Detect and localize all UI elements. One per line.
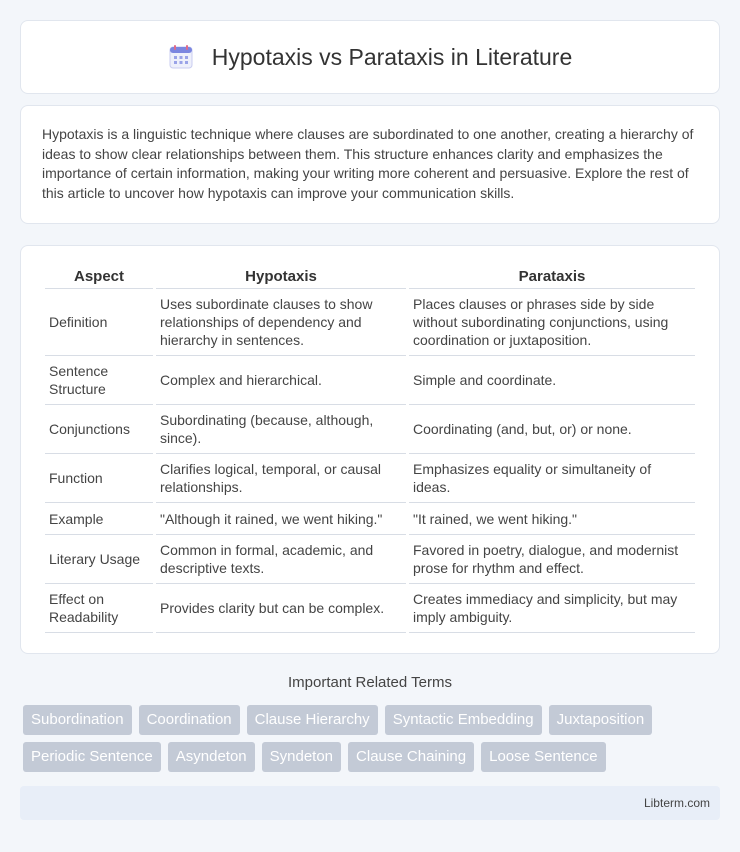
cell-aspect: Sentence Structure	[45, 356, 153, 405]
cell-aspect: Function	[45, 454, 153, 503]
cell-hypotaxis: Subordinating (because, although, since).	[156, 405, 406, 454]
related-terms-title: Important Related Terms	[288, 674, 452, 691]
tag-asyndeton[interactable]: Asyndeton	[168, 742, 255, 772]
tag-syntactic-embedding[interactable]: Syntactic Embedding	[385, 705, 542, 735]
related-terms-section	[20, 674, 720, 772]
table-row	[45, 405, 695, 454]
header-aspect: Aspect	[45, 264, 153, 289]
cell-parataxis: Creates immediacy and simplicity, but may imply ambiguity.	[409, 584, 695, 633]
tag-clause-chaining[interactable]: Clause Chaining	[348, 742, 474, 772]
table-row	[45, 356, 695, 405]
cell-parataxis: "It rained, we went hiking."	[409, 503, 695, 535]
header-hypotaxis: Hypotaxis	[156, 264, 406, 289]
table-row	[45, 584, 695, 633]
page-title: Hypotaxis vs Parataxis in Literature	[211, 43, 573, 70]
tag-subordination[interactable]: Subordination	[23, 705, 132, 735]
tag-coordination[interactable]: Coordination	[139, 705, 240, 735]
cell-hypotaxis: Uses subordinate clauses to show relationships of dependency and hierarchy in sentences.	[156, 289, 406, 356]
comparison-table	[42, 264, 698, 633]
cell-parataxis: Coordinating (and, but, or) or none.	[409, 405, 695, 454]
intro-card	[20, 105, 720, 224]
cell-parataxis: Places clauses or phrases side by side without subordinating conjunctions, using coordination or juxtaposition.	[409, 289, 695, 356]
table-row	[45, 503, 695, 535]
cell-hypotaxis: Common in formal, academic, and descriptive texts.	[156, 535, 406, 584]
table-header-row	[45, 264, 695, 289]
tag-clause-hierarchy[interactable]: Clause Hierarchy	[247, 705, 378, 735]
intro-text: Hypotaxis is a linguistic technique where clauses are subordinated to one another, creating a hierarchy of ideas to show clear relationships between them. This structure enhances clarity and emphasizes the importance of certain information, making your writing more coherent and persuasive. Explore the rest of this article to uncover how hypotaxis can improve your communication skills.	[42, 126, 694, 201]
footer	[20, 786, 720, 820]
cell-aspect: Effect on Readability	[45, 584, 153, 633]
header-parataxis: Parataxis	[409, 264, 695, 289]
cell-hypotaxis: Provides clarity but can be complex.	[156, 584, 406, 633]
tag-syndeton[interactable]: Syndeton	[262, 742, 341, 772]
cell-parataxis: Simple and coordinate.	[409, 356, 695, 405]
tag-loose-sentence[interactable]: Loose Sentence	[481, 742, 605, 772]
calendar-icon	[168, 44, 194, 70]
cell-aspect: Example	[45, 503, 153, 535]
tag-juxtaposition[interactable]: Juxtaposition	[549, 705, 653, 735]
cell-hypotaxis: Complex and hierarchical.	[156, 356, 406, 405]
cell-aspect: Definition	[45, 289, 153, 356]
table-row	[45, 535, 695, 584]
cell-hypotaxis: Clarifies logical, temporal, or causal relationships.	[156, 454, 406, 503]
title-card	[20, 20, 720, 94]
cell-hypotaxis: "Although it rained, we went hiking."	[156, 503, 406, 535]
cell-aspect: Literary Usage	[45, 535, 153, 584]
cell-aspect: Conjunctions	[45, 405, 153, 454]
cell-parataxis: Favored in poetry, dialogue, and modernist prose for rhythm and effect.	[409, 535, 695, 584]
tag-periodic-sentence[interactable]: Periodic Sentence	[23, 742, 161, 772]
table-row	[45, 289, 695, 356]
cell-parataxis: Emphasizes equality or simultaneity of ideas.	[409, 454, 695, 503]
related-terms-tags	[20, 705, 720, 772]
table-row	[45, 454, 695, 503]
footer-site-link[interactable]: Libterm.com	[643, 796, 710, 810]
comparison-table-card	[20, 245, 720, 654]
